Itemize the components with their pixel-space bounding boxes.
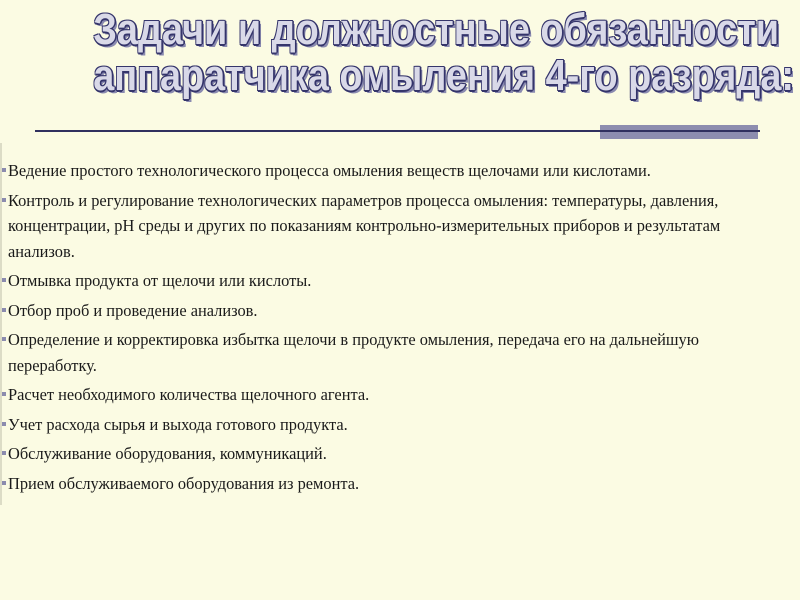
list-item-text: Обслуживание оборудования, коммуникаций. — [8, 444, 327, 463]
list-item — [8, 382, 788, 408]
square-bullet-icon — [2, 451, 6, 455]
list-item-text: Контроль и регулирование технологических параметров процесса омыления: температуры, давления, концентрации, pH среды и других по показаниям контрольно-измерительных приборов и результатам анализов. — [8, 190, 721, 261]
square-bullet-icon — [2, 278, 6, 282]
title-accent-bar — [600, 125, 758, 139]
square-bullet-icon — [2, 198, 6, 202]
list-item — [8, 188, 788, 265]
list-item — [8, 441, 788, 467]
list-item-text: Ведение простого технологического процесса омыления веществ щелочами или кислотами. — [8, 161, 651, 180]
square-bullet-icon — [2, 392, 6, 396]
square-bullet-icon — [2, 481, 6, 485]
list-item — [8, 158, 788, 184]
slide-title — [40, 5, 800, 100]
square-bullet-icon — [2, 168, 6, 172]
title-line-2: аппаратчика омыления 4-го разряда: — [93, 51, 794, 100]
list-item — [8, 412, 788, 438]
square-bullet-icon — [2, 422, 6, 426]
list-item-text: Определение и корректировка избытка щелочи в продукте омыления, передача его на дальнейшую переработку. — [8, 330, 699, 375]
list-item — [8, 327, 788, 378]
list-item-text: Прием обслуживаемого оборудования из ремонта. — [8, 473, 360, 493]
square-bullet-icon — [2, 308, 6, 312]
list-item-text: Отмывка продукта от щелочи или кислоты. — [8, 271, 312, 290]
list-item-text: Отбор проб и проведение анализов. — [8, 300, 258, 320]
title-line-1: Задачи и должностные обязанности — [93, 5, 780, 54]
list-item — [8, 298, 788, 324]
square-bullet-icon — [2, 337, 6, 341]
list-item-text: Учет расхода сырья и выхода готового продукта. — [8, 414, 348, 434]
list-item-text: Расчет необходимого количества щелочного агента. — [8, 385, 370, 404]
duties-list — [8, 158, 788, 500]
list-item — [8, 471, 788, 497]
list-item — [8, 268, 788, 294]
title-divider — [35, 130, 760, 132]
